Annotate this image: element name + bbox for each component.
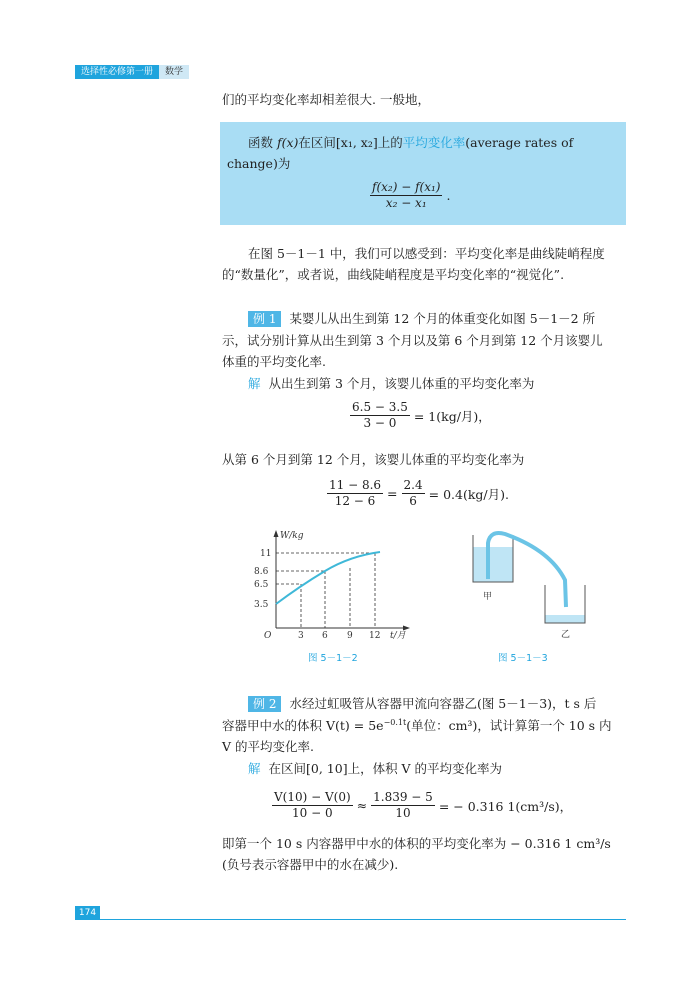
svg-text:8.6: 8.6 [254,567,269,577]
example2-formula [272,790,572,821]
svg-text:3.5: 3.5 [254,600,269,610]
example2-label: 例 2 [248,696,281,712]
numerator: 1.839 − 5 [373,790,433,804]
svg-text:O: O [264,631,272,641]
example2-text: 容器甲中水的体积 V(t) = 5e [222,718,384,733]
example1-formula2 [327,478,509,509]
example2-line3: V 的平均变化率. [222,739,314,754]
denominator: 10 − 0 [292,806,333,820]
numerator: 6.5 − 3.5 [352,400,408,414]
result: = 1(kg/月)， [413,408,491,424]
numerator: 2.4 [403,478,423,492]
example2-conclusion-line1: 即第一个 10 s 内容器甲中水的体积的平均变化率为 − 0.316 1 cm³/s [222,836,611,851]
term-average-rate: 平均变化率 [402,135,466,150]
example2-solution-line [248,759,658,777]
example1-label: 例 1 [248,311,281,327]
svg-text:6: 6 [322,631,328,641]
figure-5-1-3-caption: 图 5－1－3 [498,653,548,664]
denominator: 10 [395,806,411,820]
def-text: (average rates of [465,135,574,150]
book-header [75,65,189,79]
container-a-label: 甲 [483,592,493,602]
example2-line2 [222,716,632,734]
svg-text:12: 12 [369,631,381,641]
para-fig511-line1: 在图 5－1－1 中，我们可以感受到：平均变化率是曲线陡峭程度 [248,246,605,261]
denominator: 6 [409,494,417,508]
def-text: 函数 [248,135,277,150]
def-fx: f(x) [276,135,299,150]
definition-formula [370,180,450,211]
solution-label: 解 [248,761,261,776]
example1-solution-line2: 从第 6 个月到第 12 个月，该婴儿体重的平均变化率为 [222,452,525,467]
intro-line: 们的平均变化率却相差很大. 一般地， [222,92,430,107]
definition-line1 [248,133,618,151]
svg-text:6.5: 6.5 [254,580,269,590]
example1-text: 某婴儿从出生到第 12 个月的体重变化如图 5－1－2 所 [289,311,596,326]
example1-solution-line [248,374,658,392]
denominator: x₂ − x₁ [385,196,427,210]
denominator: 3 − 0 [363,416,397,430]
svg-text:3: 3 [298,631,304,641]
page-number: 174 [75,906,100,920]
example2-line1 [248,694,658,712]
numerator: V(10) − V(0) [274,790,351,804]
example1-formula1 [350,400,491,431]
result: = 0.4(kg/月). [428,486,509,502]
container-b-label: 乙 [561,630,571,640]
example1-line1 [248,309,658,327]
exponent: −0.1t [383,717,407,727]
example2-text: 水经过虹吸管从容器甲流向容器乙(图 5－1－3)，t s 后 [289,696,597,711]
solution-label: 解 [248,376,261,391]
def-text: 在区间[x₁, x₂]上的 [298,135,403,150]
fraction [350,400,410,431]
figure-5-1-2-caption: 图 5－1－2 [308,653,358,664]
book-title: 选择性必修第一册 [75,65,159,79]
result: = − 0.316 1(cm³/s)， [438,798,573,814]
fraction [272,790,353,821]
period: . [446,188,451,203]
svg-text:11: 11 [260,549,272,559]
equals: = [387,486,398,501]
fraction [371,790,435,821]
y-axis-label: W/kg [280,531,304,541]
solution-text: 在区间[0, 10]上，体积 V 的平均变化率为 [268,761,503,776]
fraction [327,478,383,509]
figure-5-1-2-graph [250,528,415,643]
example2-conclusion-line2: (负号表示容器甲中的水在减少). [222,857,399,872]
footer-rule [100,919,626,920]
fraction [402,478,425,509]
svg-text:9: 9 [347,631,353,641]
numerator: f(x₂) − f(x₁) [372,180,441,194]
svg-text:t/月: t/月 [390,631,406,641]
para-fig511-line2: 的“数量化”，或者说，曲线陡峭程度是平均变化率的“视觉化”. [222,267,565,282]
approx: ≈ [356,798,368,813]
example1-line3: 体重的平均变化率. [222,354,326,369]
numerator: 11 − 8.6 [329,478,382,492]
example2-text: (单位：cm³)，试计算第一个 10 s 内 [406,718,612,733]
solution-text: 从出生到第 3 个月，该婴儿体重的平均变化率为 [268,376,535,391]
subject-label: 数学 [159,65,189,79]
denominator: 12 − 6 [334,494,376,508]
definition-line2: change)为 [227,156,291,171]
figure-5-1-3-siphon [465,525,615,645]
fraction [370,180,442,211]
example1-line2: 示，试分别计算从出生到第 3 个月以及第 6 个月到第 12 个月该婴儿 [222,333,603,348]
